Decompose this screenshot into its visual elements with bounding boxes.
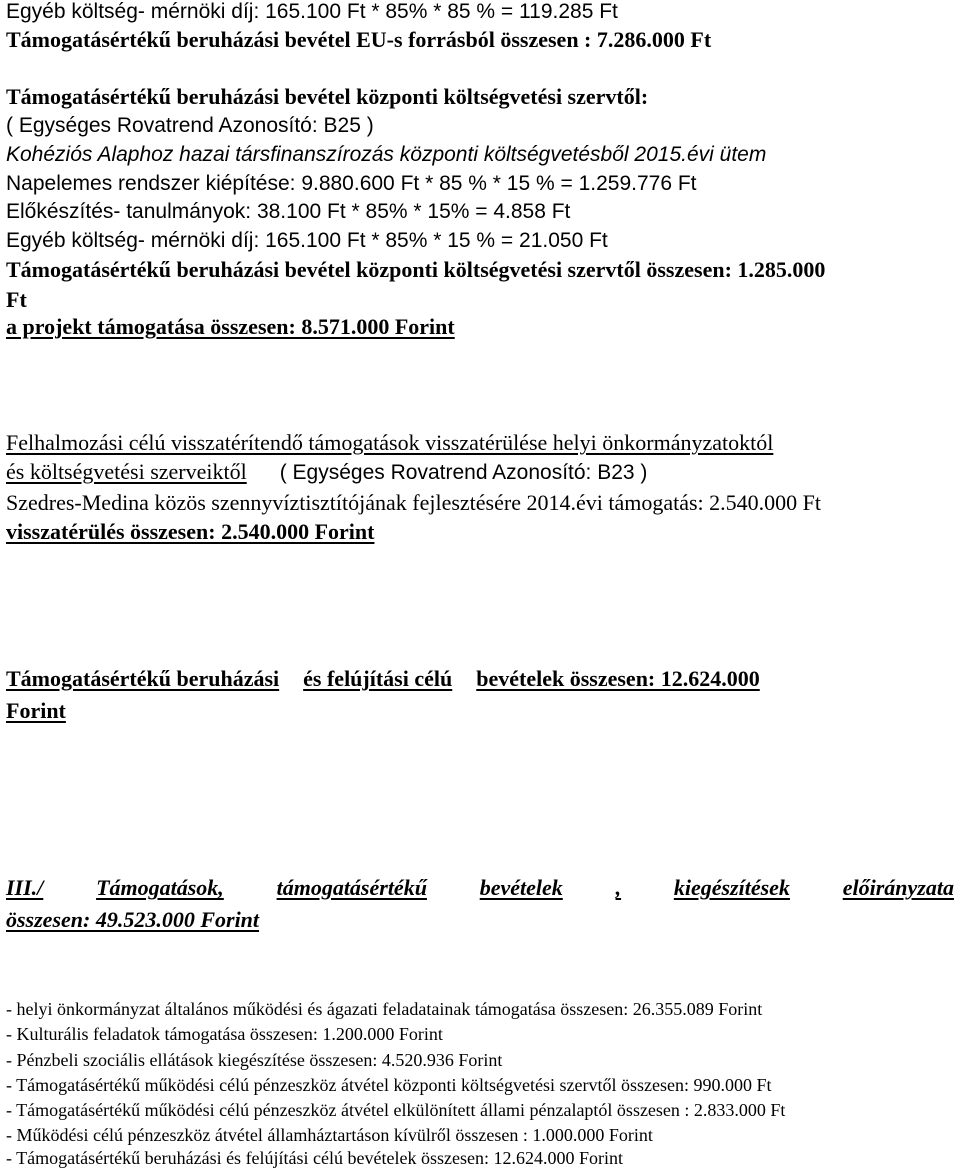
heading-part: bevételek összesen: 12.624.000 [476, 666, 760, 691]
list-item: - Támogatásértékű beruházási és felújítási célú bevételek összesen: 12.624.000 Forint [6, 1148, 623, 1168]
text-line: Napelemes rendszer kiépítése: 9.880.600 Ft * 85 % * 15 % = 1.259.776 Ft [6, 172, 697, 195]
heading-part: támogatásértékű [276, 875, 427, 900]
heading-part: és felújítási célú [303, 666, 453, 691]
heading-part: III./ [6, 875, 44, 900]
text-line: Szedres-Medina közös szennyvíztisztítójának fejlesztésére 2014.évi támogatás: 2.540.000 Ft [6, 490, 821, 515]
total-line [6, 666, 760, 691]
list-item: - helyi önkormányzat általános működési és ágazati feladatainak támogatása összesen: 26.355.089 Forint [6, 999, 763, 1019]
subtotal-line: Támogatásértékű beruházási bevétel központi költségvetési szervtől összesen: 1.285.000 [6, 257, 826, 282]
heading-part: előirányzata [842, 875, 954, 900]
text-line: Egyéb költség- mérnöki díj: 165.100 Ft * 85% * 15 % = 21.050 Ft [6, 229, 608, 252]
subtotal-line: Támogatásértékű beruházási bevétel EU-s forrásból összesen : 7.286.000 Ft [6, 27, 712, 52]
section-heading: Támogatásértékű beruházási bevétel központi költségvetési szervtől: [6, 84, 649, 109]
total-line: visszatérülés összesen: 2.540.000 Forint [6, 519, 375, 544]
heading-part: kiegészítések [673, 875, 790, 900]
list-item: - Kulturális feladatok támogatása összesen: 1.200.000 Forint [6, 1024, 443, 1044]
section-heading: Felhalmozási célú visszatérítendő támogatások visszatérülése helyi önkormányzatoktól [6, 430, 774, 455]
total-line: Forint [6, 698, 66, 723]
total-line: a projekt támogatása összesen: 8.571.000 Forint [6, 314, 455, 339]
heading-part: , [615, 875, 622, 900]
heading-part: Támogatásértékű beruházási [6, 666, 280, 691]
text-line: Kohéziós Alaphoz hazai társfinanszírozás központi költségvetésből 2015.évi ütem [6, 143, 767, 166]
list-item: - Támogatásértékű működési célú pénzeszköz átvétel elkülönített állami pénzalaptól összesen : 2.833.000 Ft [6, 1100, 786, 1120]
list-item: - Támogatásértékű működési célú pénzeszköz átvétel központi költségvetési szervtől összesen: 990.000 Ft [6, 1075, 772, 1095]
heading-part: bevételek [479, 875, 563, 900]
subtotal-line: Ft [6, 287, 27, 312]
list-item: - Pénzbeli szociális ellátások kiegészítése összesen: 4.520.936 Forint [6, 1050, 503, 1070]
section-heading [6, 875, 954, 900]
list-item: - Működési célú pénzeszköz átvétel államháztartáson kívülről összesen : 1.000.000 Forint [6, 1125, 653, 1145]
text-line [6, 459, 647, 485]
text-line: Előkészítés- tanulmányok: 38.100 Ft * 85% * 15% = 4.858 Ft [6, 200, 571, 223]
text-line: ( Egységes Rovatrend Azonosító: B25 ) [6, 114, 374, 137]
total-line: összesen: 49.523.000 Forint [6, 907, 260, 932]
text-part: ( Egységes Rovatrend Azonosító: B23 ) [279, 461, 648, 484]
heading-part: Támogatások, [96, 875, 224, 900]
text-line: Egyéb költség- mérnöki díj: 165.100 Ft * 85% * 85 % = 119.285 Ft [6, 0, 618, 23]
heading-part: és költségvetési szerveiktől [6, 459, 247, 484]
